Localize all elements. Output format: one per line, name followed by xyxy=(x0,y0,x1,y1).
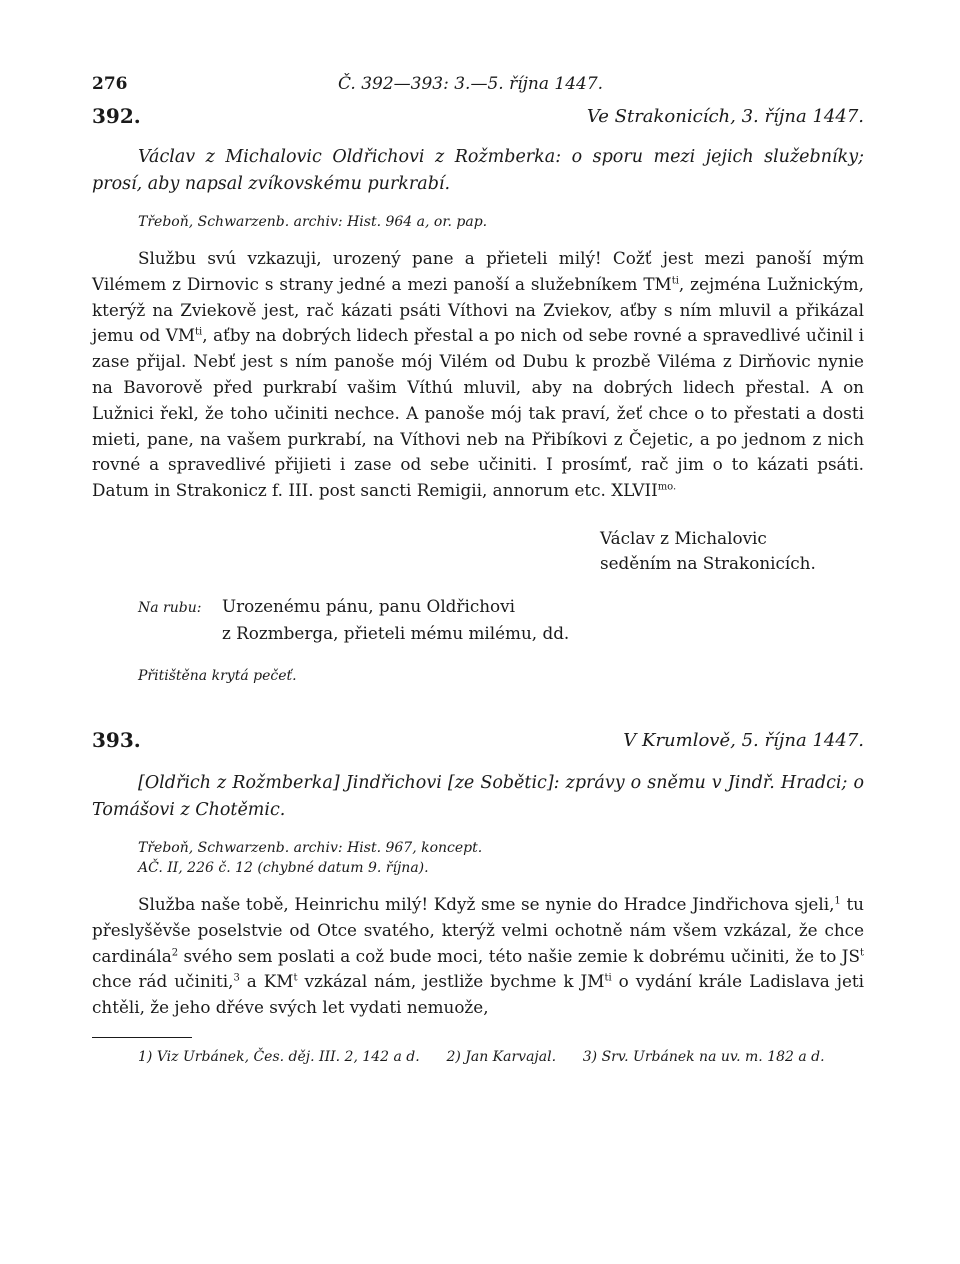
doc-393-source-line: AČ. II, 226 č. 12 (chybné datum 9. října). xyxy=(138,859,429,876)
doc-393-body-part: chce rád učiniti, xyxy=(92,971,234,992)
doc-392-source-line: Třeboň, Schwarzenb. archiv: Hist. 964 a, or. pap. xyxy=(138,214,488,230)
footnote-ref: 1 xyxy=(834,895,841,907)
doc-392-endorsement xyxy=(138,594,864,646)
footnote-ref: 3 xyxy=(233,972,240,984)
doc-393-regest: [Oldřich z Rožmberka] Jindřichovi [ze Sobětic]: zprávy o sněmu v Jindř. Hradci; o Tomášovi z Chotěmic. xyxy=(92,772,864,820)
endorsement-line: Urozenému pánu, panu Oldřichovi xyxy=(222,595,515,616)
abbrev-superscript: t xyxy=(293,972,298,984)
doc-393-body-part: o vydání krále Ladislava jeti chtěli, že jeho dřéve svých let vydati nemuože, xyxy=(92,971,865,1018)
footnote-1: 1) Viz Urbánek, Čes. děj. III. 2, 142 a d. xyxy=(138,1048,420,1065)
endorsement-label: Na rubu: xyxy=(138,599,202,616)
doc-393-body-part: Služba naše tobě, Heinrichu milý! Když sme se nynie do Hradce Jindřichova sjeli, xyxy=(138,893,835,914)
book-page xyxy=(92,70,864,1068)
doc-393-body-part: tu přeslyšěvše poselstvie od Otce svatého, kterýž velmi ochotně nám všem vzkázal, že chce cardinála xyxy=(92,893,864,966)
doc-392-heading xyxy=(92,104,864,140)
doc-392-regest: Václav z Michalovic Oldřichovi z Rožmberka: o sporu mezi jejich služebníky; prosí, aby napsal zvíkovskému purkrabí. xyxy=(92,147,864,194)
doc-393-source xyxy=(92,838,864,878)
signature-line: Václav z Michalovic xyxy=(600,527,767,548)
footnote-2: 2) Jan Karvajal. xyxy=(446,1048,557,1065)
doc-392-source xyxy=(92,212,864,232)
doc-393-body-part: vzkázal nám, jestliže bychme k JM xyxy=(297,971,605,992)
abbrev-superscript: ti xyxy=(604,972,612,984)
doc-393-body-part: svého sem poslati a což bude moci, této našie zemie k dobrému učiniti, že to JS xyxy=(178,945,860,966)
page-number: 276 xyxy=(92,74,128,94)
doc-393-source-line: Třeboň, Schwarzenb. archiv: Hist. 967, koncept. xyxy=(138,839,483,856)
abbrev-superscript: mo. xyxy=(657,481,677,493)
abbrev-superscript: ti xyxy=(671,275,679,287)
footnotes xyxy=(92,1046,864,1068)
signature-line: seděním na Strakonicích. xyxy=(600,552,816,573)
abbrev-superscript: t xyxy=(859,946,864,958)
footnote-ref: 2 xyxy=(171,946,179,958)
doc-392-body xyxy=(92,246,864,504)
doc-392-body-part: Službu svú vzkazuji, urozený pane a přieteli milý! Cožť jest mezi panoší mým Vilémem z Dirnovic s strany jedné a mezi panoší a služebníkem TM xyxy=(92,248,864,294)
doc-392-place-date: Ve Strakonicích, 3. října 1447. xyxy=(586,106,864,127)
doc-393-heading xyxy=(92,728,864,766)
doc-393-place-date: V Krumlově, 5. října 1447. xyxy=(623,729,864,751)
doc-392-body-part: , aťby na dobrých lidech přestal a po nich od sebe rovné a spravedlivé učinil i zase přijal. Nebť jest s ním panoše mój Vilém od Dubu k prozbě Viléma z Dirňovic nynie na Bavorově před purkrabí vašim Víthú mluvil, aby na dobrých lidech přestal. A on Lužnici řekl, že toho učiniti nechce. A panoše mój tak praví, žeť chce o to přestati a dosti mieti, pane, na vašem purkrabí, na Víthovi neb na Přibíkovi z Čejetic, a po jednom z nich rovné a spravedlivé přijieti i zase od sebe učiniti. I prosímť, rač jim o to kázati psáti. Datum in Strakonicz f. III. post sancti Remigii, annorum etc. XLVII xyxy=(92,325,865,501)
doc-392-number: 392. xyxy=(92,104,141,128)
doc-392-body-part: , zejména Lužnickým, kterýž na Zviekově jest, rač kázati psáti Víthovi na Zviekov, aťby s ním mluvil a přikázal jemu od VM xyxy=(92,273,864,346)
endorsement-line: z Rozmberga, přieteli mému milému, dd. xyxy=(222,622,570,643)
running-head xyxy=(92,70,864,104)
running-title: Č. 392—393: 3.—5. října 1447. xyxy=(338,74,604,94)
doc-393 xyxy=(92,728,864,1021)
doc-393-number: 393. xyxy=(92,727,141,752)
doc-392-seal-note: Přitištěna krytá pečeť. xyxy=(138,667,297,684)
footnote-divider xyxy=(92,1037,192,1038)
footnote-3: 3) Srv. Urbánek na uv. m. 182 a d. xyxy=(582,1048,825,1065)
doc-392-signature xyxy=(600,526,864,576)
doc-393-body xyxy=(92,892,864,1021)
doc-393-body-part: a KM xyxy=(239,971,294,992)
abbrev-superscript: ti xyxy=(195,326,203,338)
